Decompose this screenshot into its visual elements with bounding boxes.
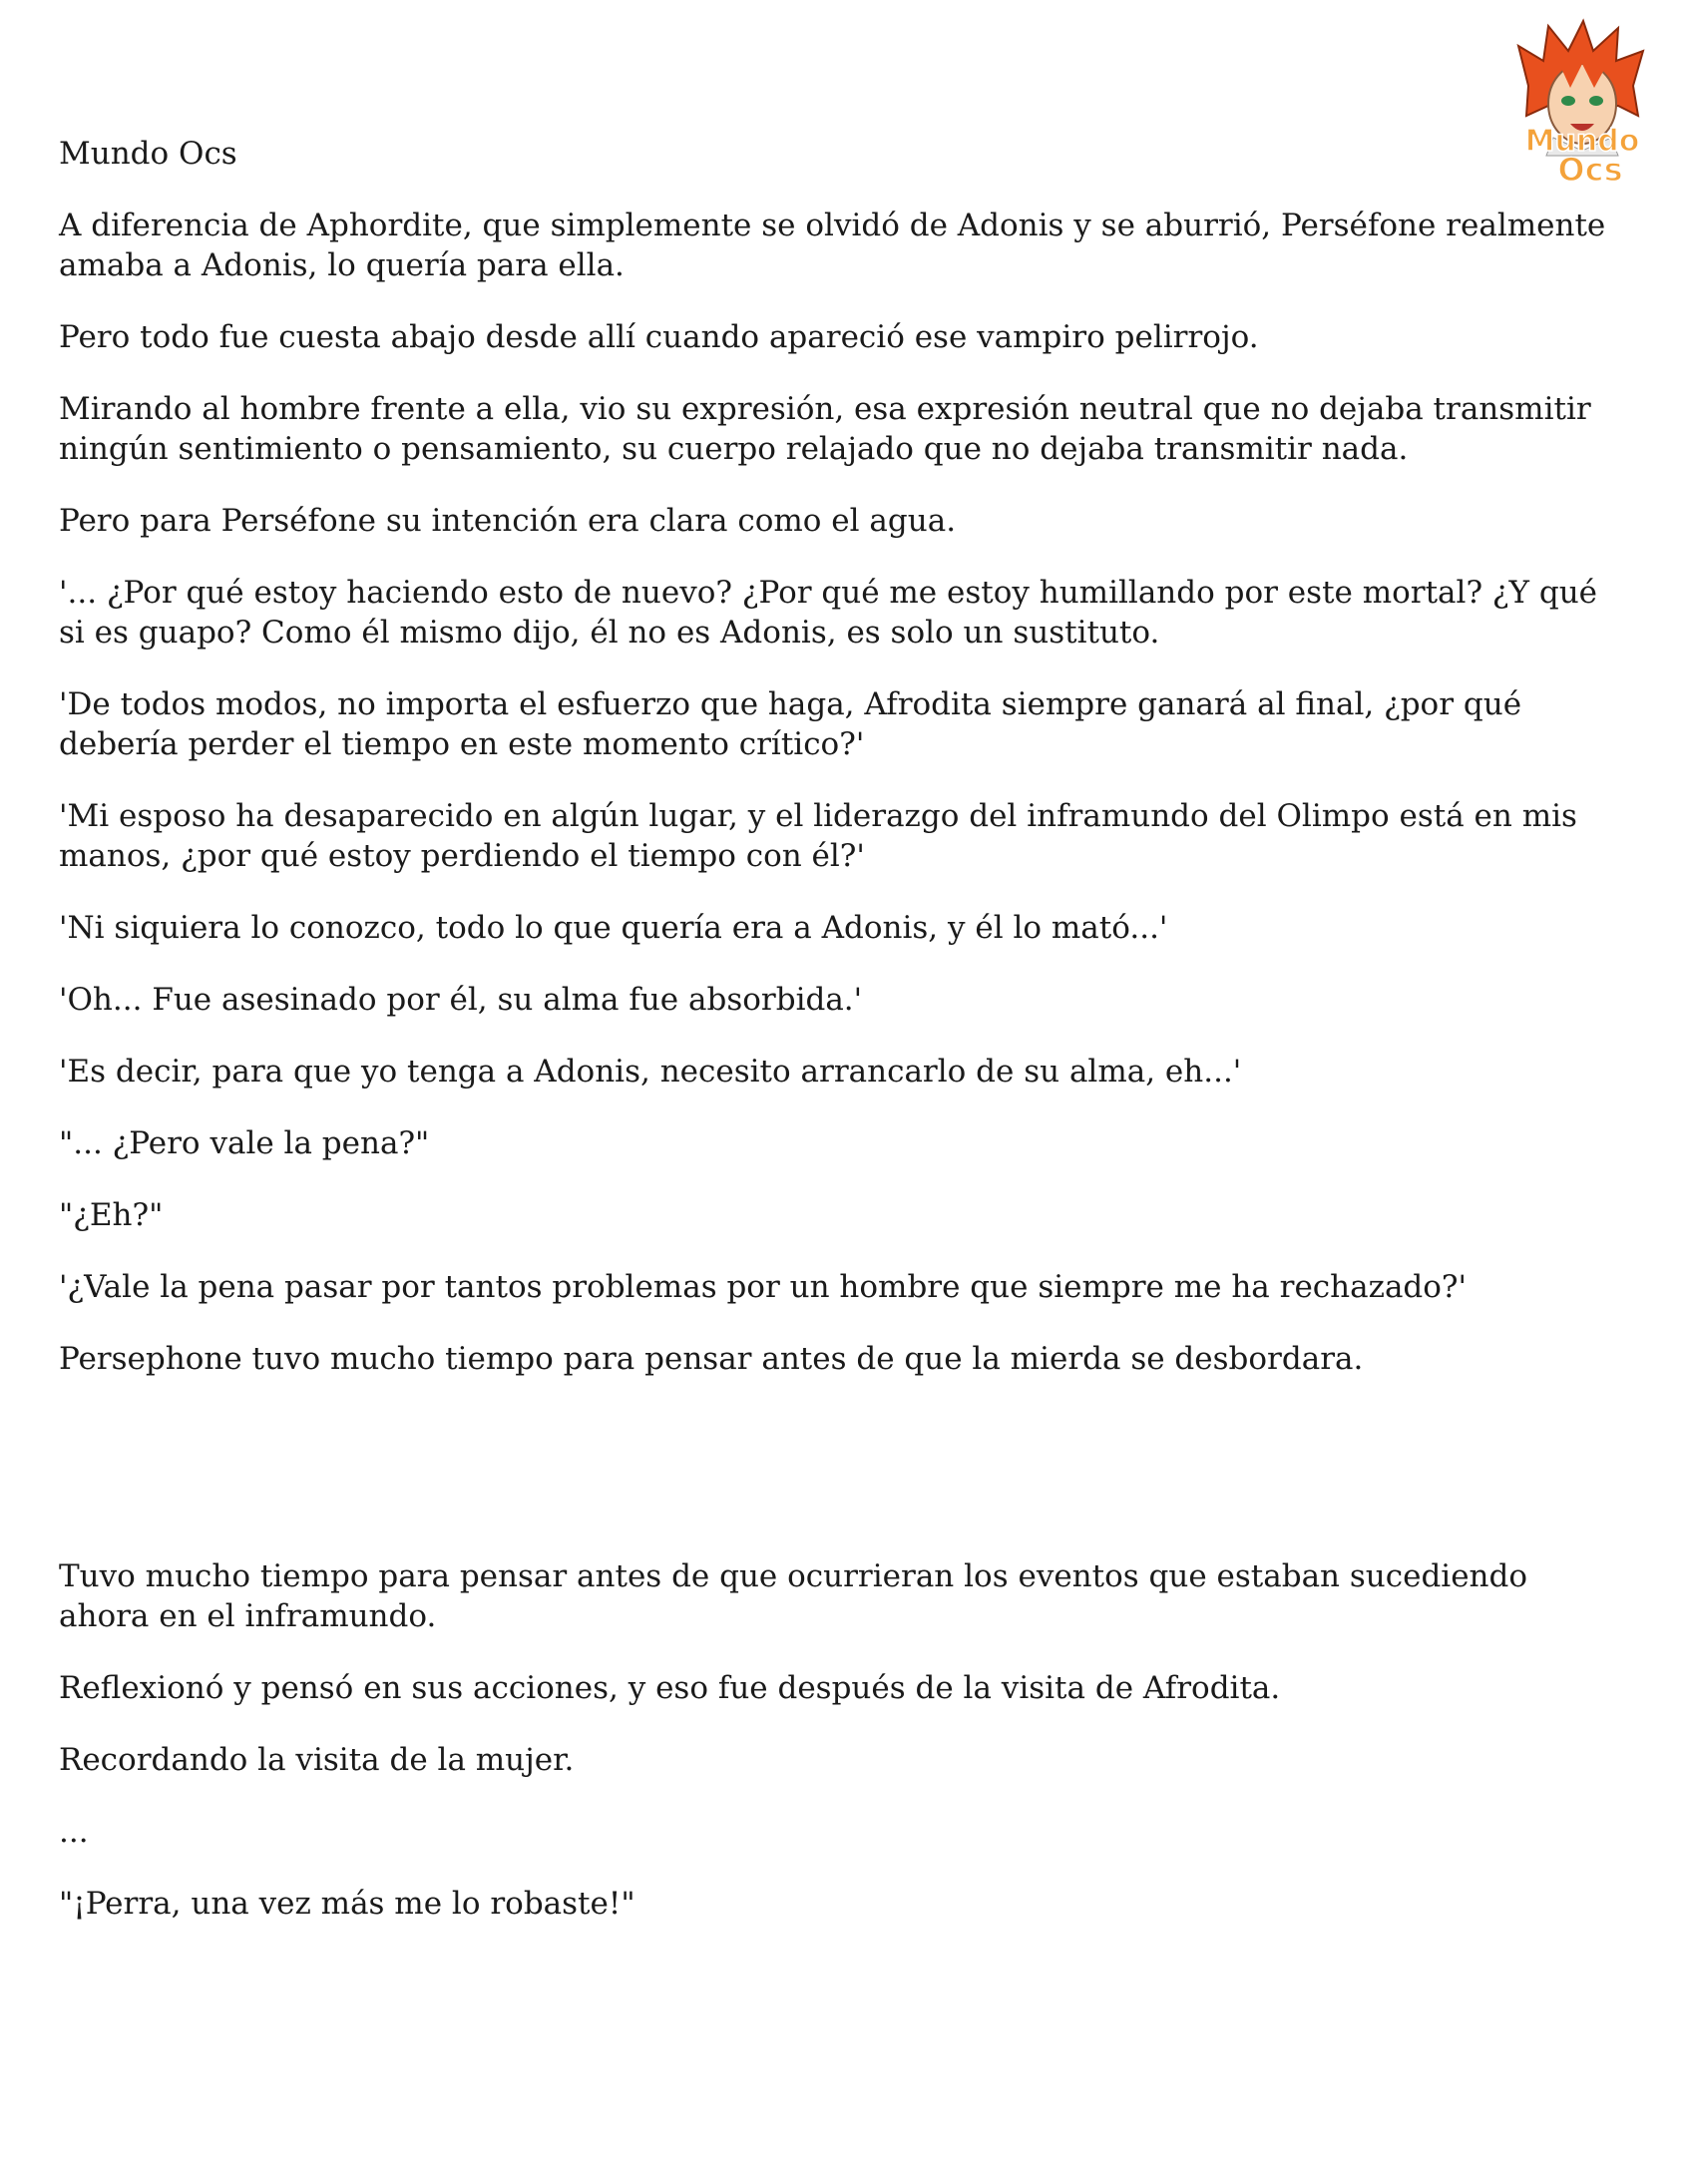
logo-text-line2: Ocs [1557, 151, 1623, 186]
paragraph: Pero todo fue cuesta abajo desde allí cuando apareció ese vampiro pelirrojo. [59, 319, 1259, 355]
paragraph: A diferencia de Aphordite, que simplemente se olvidó de Adonis y se aburrió, Perséfone realmente amaba a Adonis, lo quería para ella. [59, 208, 1606, 283]
paragraph: 'Es decir, para que yo tenga a Adonis, necesito arrancarlo de su alma, eh...' [59, 1054, 1242, 1090]
paragraph: Reflexionó y pensó en sus acciones, y eso fue después de la visita de Afrodita. [59, 1670, 1281, 1706]
paragraph: 'Mi esposo ha desaparecido en algún lugar, y el liderazgo del inframundo del Olimpo está en mis manos, ¿por qué estoy perdiendo el tiempo con él?' [59, 798, 1577, 874]
paragraph: "¡Perra, una vez más me lo robaste!" [59, 1886, 635, 1922]
paragraph: 'Oh... Fue asesinado por él, su alma fue absorbida.' [59, 982, 863, 1018]
paragraph: ... [59, 1814, 89, 1850]
paragraph: Tuvo mucho tiempo para pensar antes de que ocurrieran los eventos que estaban sucediendo ahora en el inframundo. [59, 1558, 1528, 1634]
paragraph: '... ¿Por qué estoy haciendo esto de nuevo? ¿Por qué me estoy humillando por este mortal? ¿Y qué si es guapo? Como él mismo dijo, él no es Adonis, es solo un sustituto. [59, 575, 1598, 651]
paragraph: 'Ni siquiera lo conozco, todo lo que quería era a Adonis, y él lo mató...' [59, 910, 1168, 946]
paragraph: Recordando la visita de la mujer. [59, 1742, 575, 1778]
logo-text-line1: Mundo [1524, 124, 1640, 159]
paragraph: "¿Eh?" [59, 1197, 164, 1233]
paragraph: Pero para Perséfone su intención era clara como el agua. [59, 503, 957, 539]
paragraph: Mirando al hombre frente a ella, vio su expresión, esa expresión neutral que no dejaba transmitir ningún sentimiento o pensamiento, su cuerpo relajado que no dejaba transmitir nada. [59, 391, 1591, 467]
document-header: Mundo Ocs [59, 136, 237, 172]
paragraph: "... ¿Pero vale la pena?" [59, 1125, 430, 1161]
paragraph: 'De todos modos, no importa el esfuerzo que haga, Afrodita siempre ganará al final, ¿por qué debería perder el tiempo en este momento crítico?' [59, 686, 1522, 762]
paragraph: Persephone tuvo mucho tiempo para pensar antes de que la mierda se desbordara. [59, 1341, 1364, 1377]
paragraph: '¿Vale la pena pasar por tantos problemas por un hombre que siempre me ha rechazado?' [59, 1269, 1468, 1305]
